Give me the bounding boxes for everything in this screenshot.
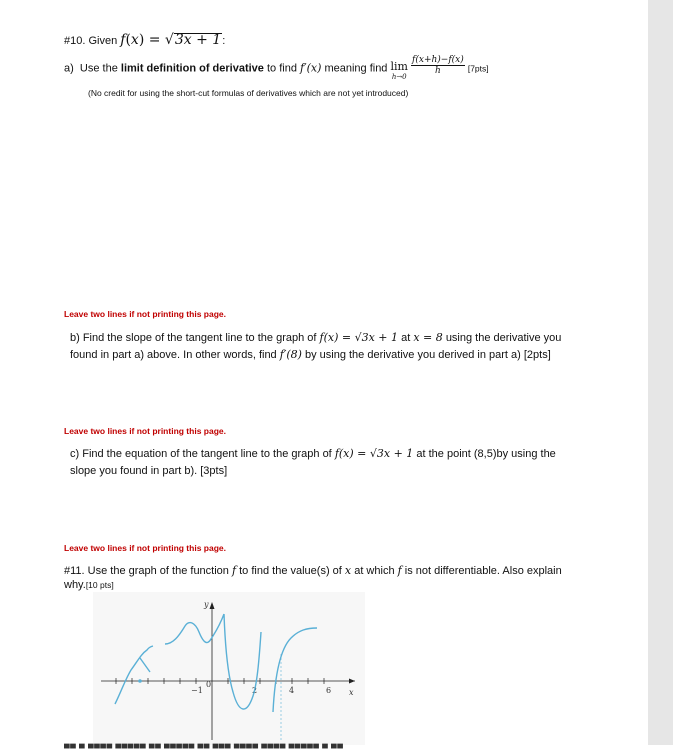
q11-line1 [64,564,562,578]
leave-lines-note-2: Leave two lines if not printing this page. [64,426,226,436]
q10-title: #10. Given f(x) = √3x + 1: [64,32,226,48]
frac-numerator: f(x+h)−f(x) [412,55,464,65]
part-b-x-value: x = 8 [413,331,443,344]
q11-text-4: is not differentiable. Also explain [404,565,562,577]
q10-part-b-line2 [70,348,551,362]
part-c-text-2: at the point (8,5)by using the [416,448,556,460]
tick-label-m1: −1 [191,686,203,695]
q10-title-suffix: : [222,35,226,47]
scrollbar[interactable] [648,0,673,745]
difference-quotient [411,55,465,76]
tick-label-0: 0 [206,680,212,689]
fprime-x: f′(x) [300,61,322,75]
curve-right [273,628,317,712]
part-a-note: (No credit for using the short-cut formulas of derivatives which are not yet introduced) [88,88,409,98]
frac-denominator: h [435,66,441,76]
lim-sub: h→0 [391,73,407,81]
part-b-text-4: by using the derivative you derived in part a) [2pts] [304,349,551,361]
part-a-bold: limit definition of derivative [120,62,264,75]
cut-off-text: ▄▄ ▄ ▄▄▄▄ ▄▄▄▄▄ ▄▄ ▄▄▄▄▄ ▄▄ ▄▄▄ ▄▄▄▄ ▄▄▄▄ ▄▄▄▄▄ ▄ ▄▄ [64,739,344,748]
q10-title-prefix: #10. Given [64,35,118,47]
part-a-label: a) [64,62,74,75]
limit-expression [391,61,408,81]
q11-f-2: f [397,564,402,577]
q10-part-c-line2: slope you found in part b). [3pts] [70,465,228,477]
part-c-text: c) Find the equation of the tangent line to the graph of [70,448,332,460]
part-a-text: Use the [79,62,118,75]
leave-lines-note-3: Leave two lines if not printing this page. [64,543,226,553]
q11-f: f [231,564,237,577]
tick-label-4: 4 [289,686,295,695]
part-a-text-3: meaning find [324,62,388,75]
tick-label-2: 2 [252,686,258,695]
part-a-points: [7pts] [467,63,489,74]
curve-point [138,679,142,683]
curve-corner-segment [140,658,150,672]
part-b-at: at [401,332,411,344]
y-axis-arrow [210,602,215,609]
graph-svg [93,592,365,745]
x-axis-label: x [349,688,354,697]
part-b-function: f(x) = √3x + 1 [319,331,399,344]
part-c-function: f(x) = √3x + 1 [334,447,414,460]
fprime-8: f′(8) [279,348,302,361]
q11-points: [10 pts] [85,580,114,590]
tick-label-6: 6 [326,686,332,695]
x-axis-arrow [349,679,355,684]
q10-part-b-line1 [70,331,561,345]
q11-x: x [344,564,352,577]
function-graph [93,592,365,745]
q11-text-3: at which [354,565,395,577]
leave-lines-note-1: Leave two lines if not printing this page. [64,309,226,319]
q10-part-a [64,55,489,81]
part-b-text-2: using the derivative you [445,332,562,344]
q11-why: why. [64,579,86,591]
y-axis-label: y [204,600,209,609]
lim-word: lim [390,60,408,73]
q10-function: f [120,32,126,48]
q11-line2 [64,578,114,592]
q11-text-2: to find the value(s) of [239,565,342,577]
q11-text: #11. Use the graph of the function [64,565,229,577]
curve-middle [165,614,224,644]
q10-part-c-line1 [70,447,556,461]
part-b-text: b) Find the slope of the tangent line to the graph of [70,332,317,344]
part-a-text-2: to find [266,62,297,75]
part-b-text-3: found in part a) above. In other words, find [70,349,277,361]
curve-left [115,646,153,704]
